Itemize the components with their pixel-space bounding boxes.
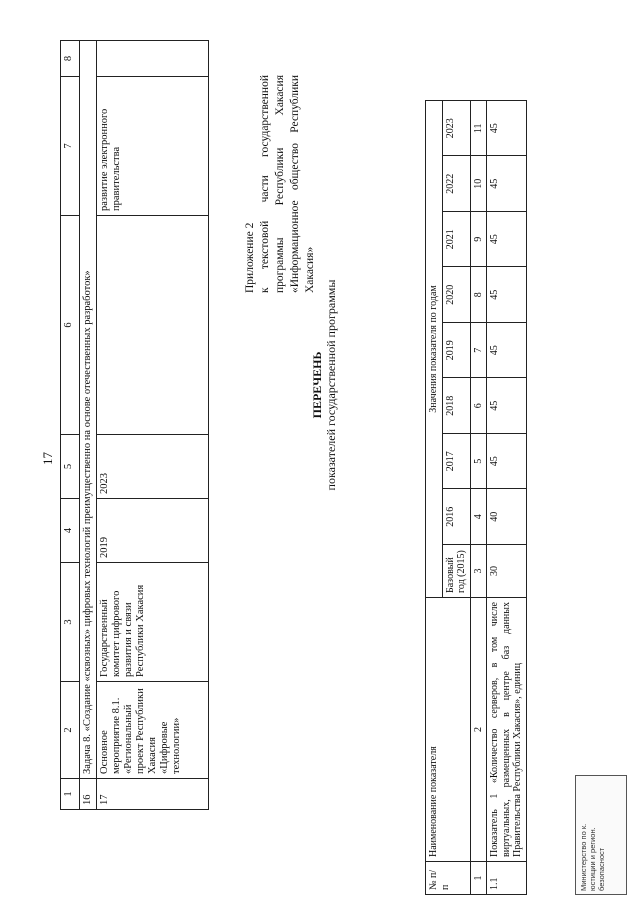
indicator-value: 45 bbox=[487, 267, 527, 323]
col-header: 7 bbox=[61, 77, 80, 216]
indicator-value: 45 bbox=[487, 156, 527, 212]
cell-8 bbox=[97, 41, 209, 77]
year-header: 2017 bbox=[442, 434, 470, 490]
cell-6 bbox=[97, 216, 209, 435]
year-header: 2021 bbox=[442, 212, 470, 268]
col-number: 3 bbox=[470, 545, 487, 598]
col-number: 6 bbox=[470, 378, 487, 434]
header-name: Наименование показателя bbox=[426, 598, 471, 862]
registration-stamp bbox=[575, 775, 627, 895]
start-year: 2019 bbox=[97, 499, 209, 563]
indicator-value: 45 bbox=[487, 323, 527, 379]
col-header: 6 bbox=[61, 216, 80, 435]
year-header: 2023 bbox=[442, 101, 470, 157]
stamp-line: Министерство по к. bbox=[579, 823, 588, 891]
col-header: 5 bbox=[61, 435, 80, 499]
appendix-line1: Приложение 2 bbox=[244, 222, 256, 293]
direction: развитие электронного правительства bbox=[97, 77, 209, 216]
year-header: 2019 bbox=[442, 323, 470, 379]
stamp-line: безопасност bbox=[597, 847, 606, 891]
indicator-name: Показатель 1 «Количество серверов, в том числе виртуальных, размещенных в центре баз данных Правительства Республики Хакасия», единиц bbox=[487, 598, 527, 862]
indicator-value: 45 bbox=[487, 101, 527, 157]
task-num: 16 bbox=[80, 779, 97, 810]
year-header: 2018 bbox=[442, 378, 470, 434]
indicator-value: 40 bbox=[487, 489, 527, 545]
col-number: 8 bbox=[470, 267, 487, 323]
indicators-table bbox=[425, 100, 527, 895]
col-number: 5 bbox=[470, 434, 487, 490]
header-values: Значения показателя по годам bbox=[426, 101, 443, 598]
indicator-value: 45 bbox=[487, 212, 527, 268]
col-number: 11 bbox=[470, 101, 487, 157]
activities-table bbox=[60, 40, 209, 810]
indicator-num: 1.1 bbox=[487, 862, 527, 895]
col-header: 4 bbox=[61, 499, 80, 563]
year-header: Базовый год (2015) bbox=[442, 545, 470, 598]
end-year: 2023 bbox=[97, 435, 209, 499]
indicator-value: 30 bbox=[487, 545, 527, 598]
year-header: 2022 bbox=[442, 156, 470, 212]
year-header: 2020 bbox=[442, 267, 470, 323]
col-number: 1 bbox=[470, 862, 487, 895]
page-number: 17 bbox=[40, 452, 55, 465]
col-number: 9 bbox=[470, 212, 487, 268]
row-num: 17 bbox=[97, 779, 209, 810]
col-header: 8 bbox=[61, 41, 80, 77]
header-num: № п/п bbox=[426, 862, 471, 895]
title-main: ПЕРЕЧЕНЬ bbox=[310, 351, 324, 419]
indicator-value: 45 bbox=[487, 378, 527, 434]
year-header: 2016 bbox=[442, 489, 470, 545]
title-sub: показателей государственной программы bbox=[324, 279, 338, 491]
col-number: 2 bbox=[470, 598, 487, 862]
responsible-executor: Государственный комитет цифрового развития и связи Республики Хакасия bbox=[97, 563, 209, 682]
stamp-line: юстиции и регион. bbox=[588, 827, 597, 891]
indicator-value: 45 bbox=[487, 434, 527, 490]
activity-name: Основное мероприятие 8.1. «Региональный проект Республики Хакасия «Цифровые технологии» bbox=[97, 682, 209, 779]
task-text: Задача 8. «Создание «сквозных» цифровых технологий преимущественно на основе отечественных разработок» bbox=[80, 41, 97, 779]
col-header: 2 bbox=[61, 682, 80, 779]
col-number: 7 bbox=[470, 323, 487, 379]
list-title bbox=[310, 235, 338, 535]
col-header: 3 bbox=[61, 563, 80, 682]
appendix-line2: к текстовой части государственной программы Республики Хакасия «Информационное общество Республики Хакасия» bbox=[259, 75, 316, 293]
appendix-note bbox=[243, 75, 318, 293]
col-number: 10 bbox=[470, 156, 487, 212]
col-header: 1 bbox=[61, 779, 80, 810]
col-number: 4 bbox=[470, 489, 487, 545]
